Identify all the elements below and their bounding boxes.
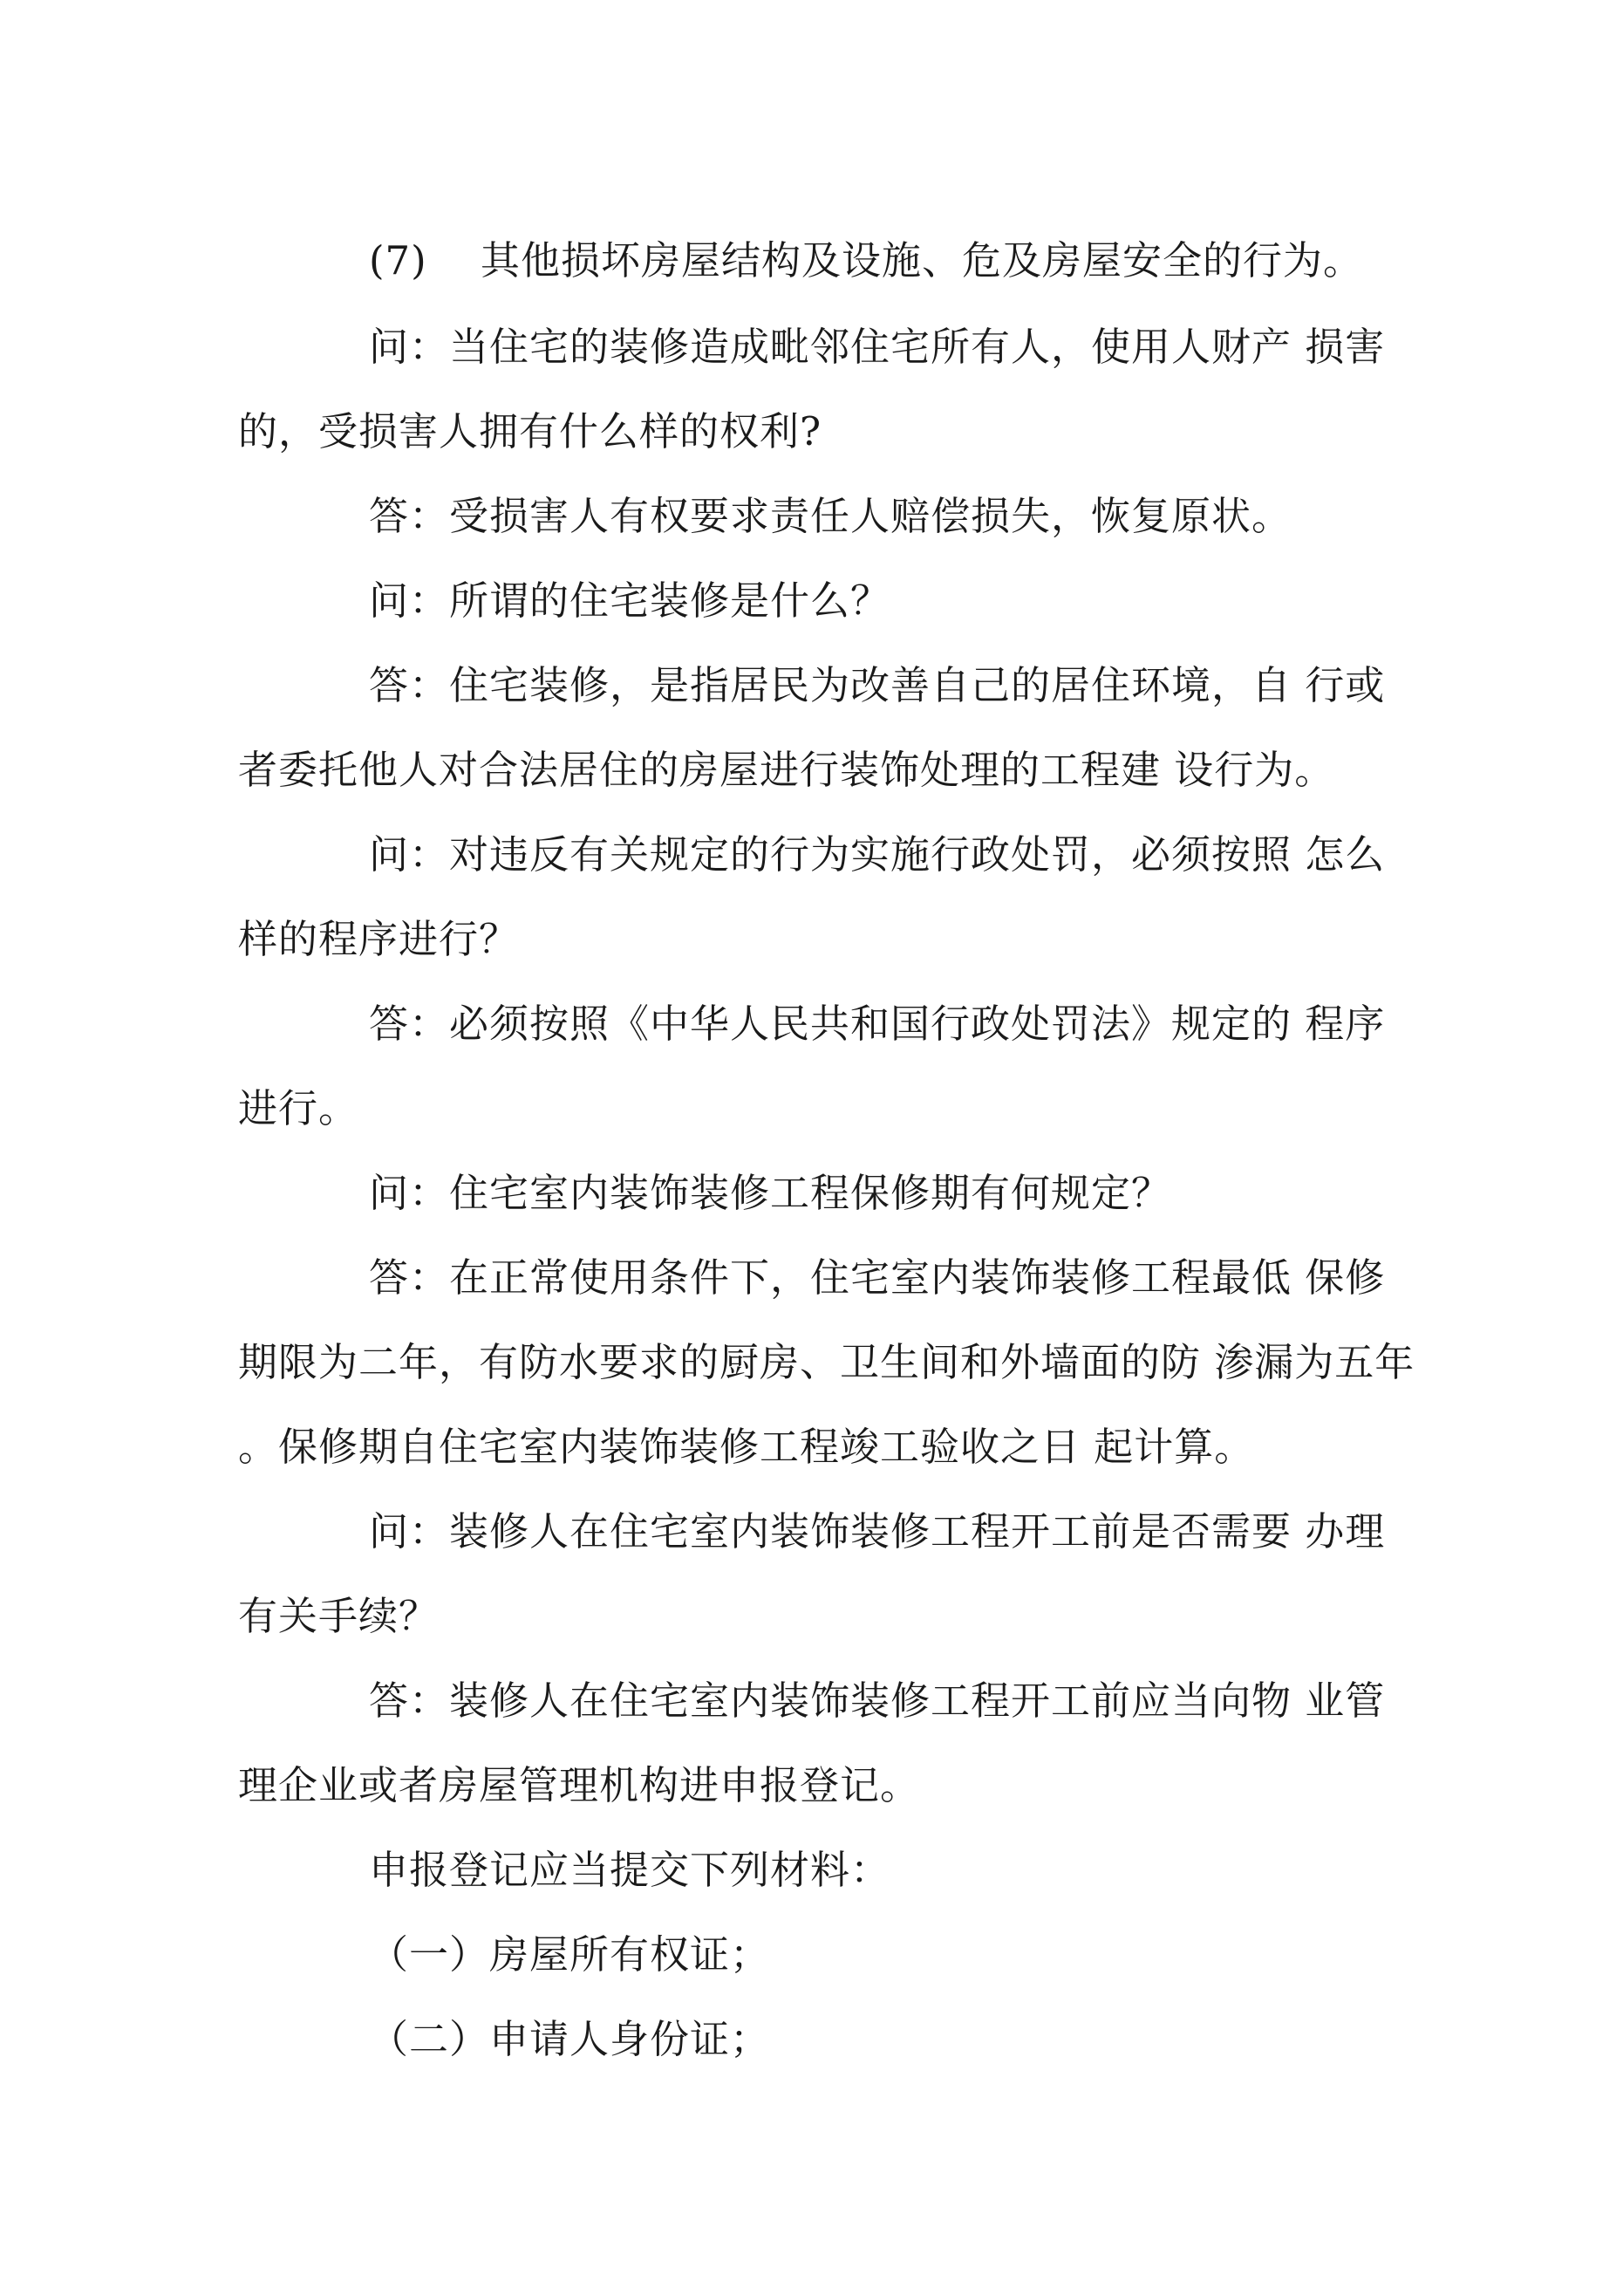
text-line-question-1: 问：当住宅的装修造成毗邻住宅所有人，使用人财产 损害 [369,324,1386,370]
text-line-answer-3: 答：必须按照《中华人民共和国行政处罚法》规定的 程序 [369,1001,1386,1047]
text-line-answer-3-cont: 进行。 [238,1085,359,1131]
text-line-materials-intro: 申报登记应当提交下列材料： [369,1847,891,1893]
text-line-answer-1: 答：受损害人有权要求责任人赔偿损失，恢复原状。 [369,493,1292,539]
text-line-question-5: 问：装修人在住宅室内装饰装修工程开工前是否需要 办理 [369,1508,1386,1555]
text-line-answer-2-cont: 者委托他人对合法居住的房屋进行装饰处理的工程建 设行为。 [238,747,1335,793]
text-line-question-4: 问：住宅室内装饰装修工程保修期有何规定？ [369,1170,1172,1216]
text-line-material-1: （一）房屋所有权证； [369,1931,771,1978]
text-line-question-5-cont: 有关手续？ [238,1593,440,1639]
text-line-answer-4-cont-1: 期限为二年，有防水要求的厨房、卫生间和外墙面的防 渗漏为五年 [238,1339,1415,1385]
text-line-question-2: 问：所谓的住宅装修是什么？ [369,577,891,624]
text-line-answer-5-cont: 理企业或者房屋管理机构进申报登记。 [238,1762,921,1808]
text-line-answer-4-cont-2: 。保修期自住宅室内装饰装修工程竣工验收之日 起计算。 [238,1424,1255,1470]
text-line-material-2: （二）申请人身份证； [369,2016,771,2062]
text-line-question-3-cont: 样的程序进行？ [238,916,520,962]
text-line-answer-4: 答：在正常使用条件下，住宅室内装饰装修工程最低 保修 [369,1254,1386,1301]
text-line-question-1-cont: 的，受损害人拥有什么样的权利? [238,408,822,454]
text-line-answer-2: 答：住宅装修，是指居民为改善自己的居住环境，自 行或 [369,662,1386,708]
text-line-item-7: (7) 其他损坏房屋结构及设施、危及房屋安全的行为。 [369,237,1364,284]
text-line-question-3: 问：对违反有关规定的行为实施行政处罚，必须按照 怎么 [369,831,1386,878]
text-line-answer-5: 答：装修人在住宅室内装饰装修工程开工前应当向物 业管 [369,1678,1386,1724]
